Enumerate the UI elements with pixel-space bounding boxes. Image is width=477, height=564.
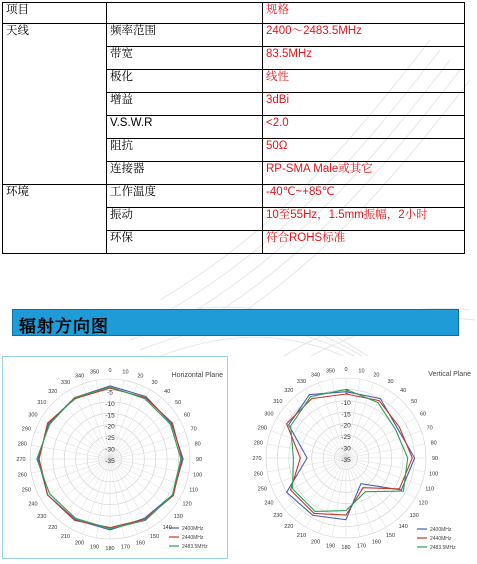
angle-tick-label: 20 bbox=[373, 372, 380, 379]
angle-tick-label: 250 bbox=[21, 487, 31, 494]
row-item: 阻抗 bbox=[107, 139, 263, 162]
horizontal-plane-chart bbox=[2, 356, 228, 559]
legend-label: 2400MHz bbox=[430, 527, 452, 533]
angle-tick-label: 260 bbox=[253, 471, 263, 478]
angle-tick-label: 350 bbox=[325, 368, 336, 375]
angle-tick-label: 220 bbox=[48, 525, 58, 532]
row-item: V.S.W.R bbox=[107, 116, 263, 139]
angle-tick-label: 80 bbox=[194, 441, 201, 448]
angle-tick-label: 120 bbox=[418, 500, 428, 507]
angle-tick-label: 30 bbox=[151, 379, 158, 386]
row-item: 频率范围 bbox=[107, 24, 263, 47]
angle-tick-label: 120 bbox=[182, 501, 192, 508]
angle-tick-label: 130 bbox=[409, 513, 419, 520]
angle-tick-label: 110 bbox=[189, 487, 199, 494]
angle-tick-label: 210 bbox=[60, 534, 71, 541]
angle-tick-label: 340 bbox=[74, 373, 85, 380]
angle-tick-label: 280 bbox=[253, 440, 263, 447]
angle-tick-label: 270 bbox=[252, 456, 262, 462]
angle-tick-label: 330 bbox=[296, 378, 307, 385]
row-value: 50Ω bbox=[263, 139, 465, 162]
angle-tick-label: 100 bbox=[429, 471, 439, 478]
angle-tick-label: 300 bbox=[28, 412, 38, 419]
radial-tick-label: -15 bbox=[105, 412, 115, 420]
row-item: 带宽 bbox=[107, 47, 263, 70]
angle-tick-label: 310 bbox=[273, 398, 283, 405]
row-value: 10至55Hz，1.5mm振幅，2小时 bbox=[263, 208, 465, 231]
angle-tick-label: 160 bbox=[135, 540, 146, 547]
polar-svg bbox=[3, 357, 227, 558]
header-spec: 规格 bbox=[263, 3, 465, 24]
angle-tick-label: 200 bbox=[310, 539, 321, 546]
angle-tick-label: 140 bbox=[162, 525, 172, 532]
angle-tick-label: 320 bbox=[284, 387, 294, 394]
radial-tick-label: -25 bbox=[341, 434, 351, 442]
angle-tick-label: 290 bbox=[257, 425, 267, 432]
table-row bbox=[3, 185, 465, 208]
table-header-row bbox=[3, 3, 465, 24]
angle-tick-label: 180 bbox=[105, 546, 115, 552]
row-item: 工作温度 bbox=[107, 185, 263, 208]
angle-tick-label: 190 bbox=[325, 543, 336, 550]
radial-tick-label: -30 bbox=[341, 445, 351, 453]
legend-label: 2400MHz bbox=[182, 526, 204, 532]
radial-tick-label: -10 bbox=[341, 399, 351, 407]
angle-tick-label: 170 bbox=[356, 543, 367, 550]
angle-tick-label: 50 bbox=[411, 398, 418, 405]
vertical-plane-chart bbox=[250, 356, 475, 559]
angle-tick-label: 240 bbox=[28, 501, 38, 508]
angle-tick-label: 160 bbox=[371, 539, 382, 546]
row-item: 增益 bbox=[107, 93, 263, 116]
angle-tick-label: 210 bbox=[296, 533, 307, 540]
row-item: 极化 bbox=[107, 70, 263, 93]
angle-tick-label: 150 bbox=[149, 534, 160, 541]
angle-tick-label: 140 bbox=[398, 524, 408, 531]
angle-tick-label: 40 bbox=[400, 387, 407, 394]
angle-tick-label: 350 bbox=[89, 369, 100, 376]
angle-tick-label: 40 bbox=[164, 388, 171, 395]
chart-title: Horizontal Plane bbox=[171, 372, 223, 379]
section-header-bar bbox=[12, 309, 459, 336]
angle-tick-label: 70 bbox=[190, 426, 197, 433]
radial-tick-label: -35 bbox=[341, 457, 351, 464]
angle-tick-label: 150 bbox=[385, 533, 396, 540]
angle-tick-label: 300 bbox=[264, 411, 274, 418]
radial-tick-label: -35 bbox=[105, 458, 115, 465]
angle-tick-label: 90 bbox=[195, 457, 203, 463]
angle-tick-label: 90 bbox=[431, 456, 439, 462]
radial-tick-label: -20 bbox=[105, 423, 115, 431]
row-value: RP-SMA Male或其它 bbox=[263, 162, 465, 185]
angle-tick-label: 230 bbox=[273, 513, 283, 520]
radial-tick-label: -20 bbox=[341, 422, 351, 430]
angle-tick-label: 130 bbox=[173, 514, 183, 521]
table-row bbox=[3, 24, 465, 47]
angle-tick-label: 190 bbox=[89, 544, 100, 551]
row-item: 振动 bbox=[107, 208, 263, 231]
angle-tick-label: 0 bbox=[108, 368, 112, 374]
radial-tick-label: -25 bbox=[105, 435, 115, 443]
angle-tick-label: 180 bbox=[341, 545, 351, 551]
angle-tick-label: 100 bbox=[193, 472, 203, 479]
angle-tick-label: 50 bbox=[175, 399, 182, 406]
header-item: 项目 bbox=[3, 3, 107, 24]
angle-tick-label: 10 bbox=[122, 369, 129, 376]
angle-tick-label: 260 bbox=[17, 472, 27, 479]
row-item: 连接器 bbox=[107, 162, 263, 185]
radial-tick-label: -5 bbox=[107, 389, 113, 397]
header-sub bbox=[107, 3, 263, 24]
chart-title: Vertical Plane bbox=[428, 371, 471, 378]
group-antenna: 天线 bbox=[3, 24, 107, 185]
row-value: <2.0 bbox=[263, 116, 465, 139]
radial-tick-label: -5 bbox=[343, 388, 349, 396]
legend-label: 2440MHz bbox=[182, 535, 204, 541]
angle-tick-label: 0 bbox=[344, 367, 348, 373]
legend-label: 2440MHz bbox=[430, 536, 452, 542]
angle-tick-label: 60 bbox=[184, 412, 191, 419]
polar-svg bbox=[250, 356, 475, 559]
radial-tick-label: -15 bbox=[341, 411, 351, 419]
angle-tick-label: 30 bbox=[387, 378, 394, 385]
angle-tick-label: 320 bbox=[48, 388, 58, 395]
legend-label: 2483.5MHz bbox=[430, 545, 456, 551]
angle-tick-label: 20 bbox=[137, 373, 144, 380]
angle-tick-label: 200 bbox=[74, 540, 85, 547]
radial-tick-label: -30 bbox=[105, 446, 115, 454]
angle-tick-label: 60 bbox=[420, 411, 427, 418]
row-value: 符合ROHS标准 bbox=[263, 231, 465, 254]
angle-tick-label: 230 bbox=[37, 514, 47, 521]
angle-tick-label: 280 bbox=[17, 441, 27, 448]
row-value: -40℃~+85℃ bbox=[263, 185, 465, 208]
angle-tick-label: 10 bbox=[358, 368, 365, 375]
legend-label: 2483.5MHz bbox=[182, 544, 208, 550]
angle-tick-label: 340 bbox=[310, 372, 321, 379]
angle-tick-label: 170 bbox=[120, 544, 131, 551]
angle-tick-label: 70 bbox=[426, 425, 433, 432]
radial-tick-label: -10 bbox=[105, 400, 115, 408]
row-value: 83.5MHz bbox=[263, 47, 465, 70]
group-environment: 环境 bbox=[3, 185, 107, 254]
angle-tick-label: 290 bbox=[21, 426, 31, 433]
angle-tick-label: 240 bbox=[264, 500, 274, 507]
angle-tick-label: 330 bbox=[60, 379, 71, 386]
spec-table bbox=[2, 2, 465, 254]
row-item: 环保 bbox=[107, 231, 263, 254]
angle-tick-label: 250 bbox=[257, 486, 267, 493]
angle-tick-label: 110 bbox=[425, 486, 435, 493]
row-value: 2400～2483.5MHz bbox=[263, 24, 465, 47]
angle-tick-label: 270 bbox=[16, 457, 26, 463]
row-value: 3dBi bbox=[263, 93, 465, 116]
row-value: 线性 bbox=[263, 70, 465, 93]
section-title: 辐射方向图 bbox=[19, 317, 109, 337]
angle-tick-label: 220 bbox=[284, 524, 294, 531]
angle-tick-label: 80 bbox=[430, 440, 437, 447]
angle-tick-label: 310 bbox=[37, 399, 47, 406]
